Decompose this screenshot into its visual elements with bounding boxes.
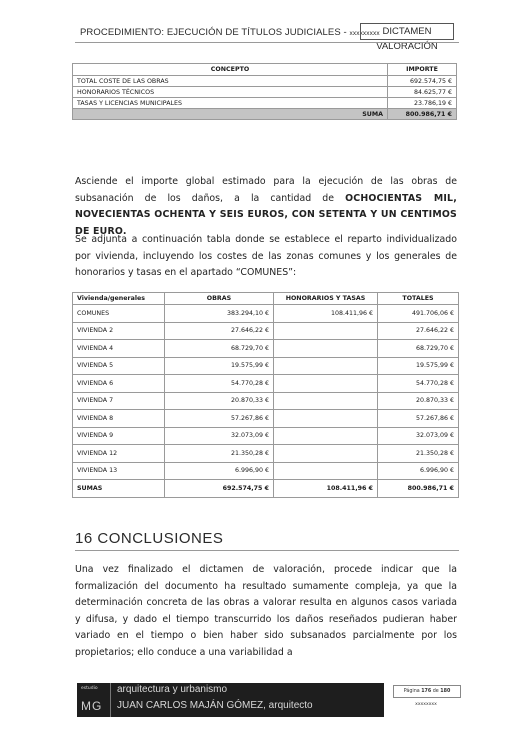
summary-sum-row [73, 109, 457, 120]
footer-studio-label: estudio [81, 686, 98, 691]
amount-in-words: OCHOCIENTAS MIL, NOVECIENTAS OCHENTA Y SEIS EUROS, CON SETENTA Y UN CENTIMOS DE EURO. [75, 192, 457, 237]
dwelling-works: 27.646,22 € [165, 322, 274, 340]
section-number: 16 [75, 530, 93, 547]
summary-amount: 23.786,19 € [388, 98, 457, 109]
dwelling-fees [274, 322, 378, 340]
paragraph-conclusions: Una vez finalizado el dictamen de valoración, procede indicar que la formalización del documento ha resultado sumamente compleja, ya que la determinación concreta de las obras a valorar resulta en algunos casos variada y difusa, y dado el tiempo transcurrido los daños reseñados pudieran haber variado en el tiempo o bien haber sido subsanados parcialmente por los propietarios; ello conduce a una variabilidad a [75, 564, 457, 658]
header-doc-type: DICTAMEN VALORACIÓN [360, 23, 454, 40]
dwelling-name: VIVIENDA 5 [73, 357, 165, 375]
summary-amount: 84.625,77 € [388, 87, 457, 98]
dwelling-fees [274, 340, 378, 358]
table-row [73, 445, 459, 463]
dwelling-name: VIVIENDA 6 [73, 375, 165, 393]
dwelling-fees [274, 427, 378, 445]
dwelling-fees [274, 462, 378, 480]
paragraph-total-amount [75, 174, 457, 240]
dwelling-header-name: Vivienda/generales [73, 293, 165, 305]
dwelling-header-works: OBRAS [165, 293, 274, 305]
header-procedure-code: xxxxxxxxx [349, 30, 380, 37]
dwelling-works: 6.996,90 € [165, 462, 274, 480]
table-row [73, 322, 459, 340]
dwelling-name: VIVIENDA 9 [73, 427, 165, 445]
dwelling-total: 32.073,09 € [378, 427, 459, 445]
summary-sum-label: SUMA [73, 109, 388, 120]
dwelling-total: 27.646,22 € [378, 322, 459, 340]
table-row [73, 357, 459, 375]
summary-concept: TASAS Y LICENCIAS MUNICIPALES [73, 98, 388, 109]
table-row [73, 87, 457, 98]
table-row [73, 98, 457, 109]
dwelling-name: VIVIENDA 4 [73, 340, 165, 358]
footer-studio-line1: arquitectura y urbanismo [117, 684, 228, 695]
dwelling-fees [274, 357, 378, 375]
dwelling-total: 491.706,06 € [378, 305, 459, 323]
dwelling-fees [274, 410, 378, 428]
section-divider [75, 550, 459, 551]
dwelling-total: 54.770,28 € [378, 375, 459, 393]
summary-table [72, 63, 457, 120]
paragraph-table-intro: Se adjunta a continuación tabla donde se establece el reparto individualizado por vivienda, incluyendo los costes de las zonas comunes y los generales de honorarios y tasas en el apartado “COMUNES”: [75, 234, 457, 278]
dwelling-sum-fees: 108.411,96 € [274, 480, 378, 498]
dwelling-total: 68.729,70 € [378, 340, 459, 358]
dwelling-sum-works: 692.574,75 € [165, 480, 274, 498]
dwelling-total: 20.870,33 € [378, 392, 459, 410]
table-row [73, 427, 459, 445]
dwelling-header-totals: TOTALES [378, 293, 459, 305]
dwelling-fees [274, 375, 378, 393]
dwelling-name: VIVIENDA 2 [73, 322, 165, 340]
summary-table-header [73, 64, 457, 76]
page-current: 176 [421, 689, 432, 694]
summary-concept: HONORARIOS TÉCNICOS [73, 87, 388, 98]
footer-code: xxxxxxxx [415, 702, 437, 707]
dwelling-total: 57.267,86 € [378, 410, 459, 428]
summary-header-concept: CONCEPTO [73, 64, 388, 76]
dwelling-works: 19.575,99 € [165, 357, 274, 375]
dwelling-total: 21.350,28 € [378, 445, 459, 463]
dwelling-fees: 108.411,96 € [274, 305, 378, 323]
table-row [73, 340, 459, 358]
dwelling-works: 32.073,09 € [165, 427, 274, 445]
dwelling-sum-row [73, 480, 459, 498]
dwelling-total: 6.996,90 € [378, 462, 459, 480]
paragraph-text: Asciende el importe global estimado para la ejecución de las obras de subsanación de los daños, a la cantidad de [75, 176, 457, 204]
dwelling-name: VIVIENDA 12 [73, 445, 165, 463]
header-procedure [80, 27, 380, 38]
dwelling-name: VIVIENDA 7 [73, 392, 165, 410]
table-row [73, 305, 459, 323]
dwelling-works: 57.267,86 € [165, 410, 274, 428]
dwelling-sum-total: 800.986,71 € [378, 480, 459, 498]
summary-amount: 692.574,75 € [388, 76, 457, 87]
table-row [73, 410, 459, 428]
dwelling-works: 21.350,28 € [165, 445, 274, 463]
footer-studio-line2: JUAN CARLOS MAJÁN GÓMEZ, arquitecto [117, 700, 313, 711]
dwelling-header-fees: HONORARIOS Y TASAS [274, 293, 378, 305]
table-row [73, 462, 459, 480]
dwelling-name: VIVIENDA 8 [73, 410, 165, 428]
dwelling-total: 19.575,99 € [378, 357, 459, 375]
dwelling-table [72, 292, 459, 498]
summary-header-amount: IMPORTE [388, 64, 457, 76]
header-divider [75, 42, 459, 43]
dwelling-works: 383.294,10 € [165, 305, 274, 323]
dwelling-fees [274, 445, 378, 463]
dwelling-works: 54.770,28 € [165, 375, 274, 393]
section-heading [75, 530, 223, 547]
dwelling-sum-label: SUMAS [73, 480, 165, 498]
footer-logo: MG [81, 699, 103, 713]
footer-page-number [393, 685, 461, 698]
table-row [73, 76, 457, 87]
dwelling-name: COMUNES [73, 305, 165, 323]
table-row [73, 392, 459, 410]
footer-divider [110, 683, 111, 717]
dwelling-works: 20.870,33 € [165, 392, 274, 410]
page-mid: de [431, 689, 441, 694]
dwelling-name: VIVIENDA 13 [73, 462, 165, 480]
summary-concept: TOTAL COSTE DE LAS OBRAS [73, 76, 388, 87]
table-row [73, 375, 459, 393]
page-total: 180 [440, 689, 451, 694]
dwelling-works: 68.729,70 € [165, 340, 274, 358]
dwelling-fees [274, 392, 378, 410]
header-procedure-text: PROCEDIMIENTO: EJECUCIÓN DE TÍTULOS JUDICIALES - [80, 27, 350, 38]
page-prefix: Página [403, 689, 422, 694]
section-title: CONCLUSIONES [97, 530, 224, 547]
dwelling-table-header [73, 293, 459, 305]
summary-sum-value: 800.986,71 € [388, 109, 457, 120]
